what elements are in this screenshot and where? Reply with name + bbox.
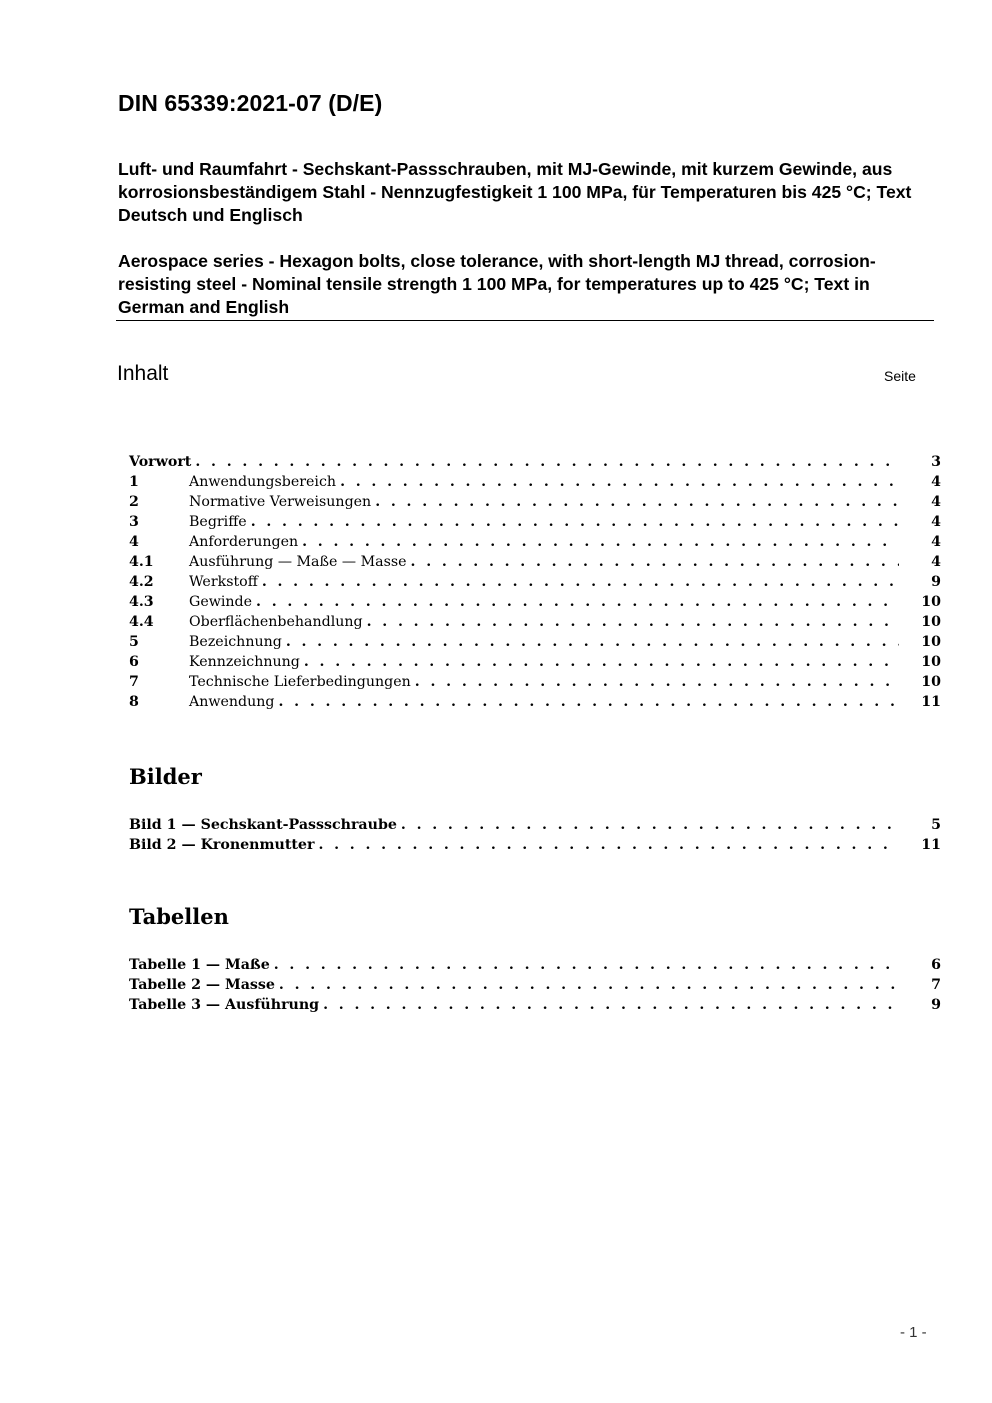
toc-entry-4[interactable] [129,532,941,552]
toc-leader-dots [279,975,899,995]
list-of-tables [129,955,941,1015]
toc-leader-dots [286,632,899,652]
toc-entry-4-1[interactable] [129,552,941,572]
page-column-label: Seite [884,368,916,384]
figure-entry-title: Bild 1 — Sechskant-Passschraube [129,817,397,833]
table-entry-title: Tabelle 2 — Masse [129,977,275,993]
toc-entry-3[interactable] [129,512,941,532]
toc-leader-dots [262,572,899,592]
toc-entry-page: 4 [931,514,941,530]
toc-entry-4-3[interactable] [129,592,941,612]
page-number: - 1 - [900,1324,927,1341]
toc-entry-number: 4.2 [129,574,154,590]
toc-leader-dots [302,532,899,552]
toc-entry-4-4[interactable] [129,612,941,632]
tables-heading: Tabellen [129,904,229,929]
toc-entry-page: 9 [931,574,941,590]
toc-entry-page: 10 [921,634,941,650]
toc-leader-dots [251,512,899,532]
toc-entry-number: 1 [129,474,139,490]
toc-entry-title: Anwendung [189,694,275,710]
toc-entry-page: 10 [921,674,941,690]
table-entry-2[interactable] [129,975,941,995]
list-of-figures [129,815,941,855]
toc-entry-page: 4 [931,554,941,570]
toc-entry-number: 5 [129,634,139,650]
toc-entry-title: Gewinde [189,594,253,610]
toc-entry-page: 11 [921,694,941,710]
toc-entry-title: Begriffe [189,514,247,530]
toc-leader-dots [274,955,899,975]
toc-entry-2[interactable] [129,492,941,512]
table-entry-page: 9 [931,997,941,1013]
toc-entry-title: Werkstoff [189,574,258,590]
table-entry-title: Tabelle 1 — Maße [129,957,270,973]
toc-entry-page: 4 [931,474,941,490]
title-divider [116,320,934,321]
toc-leader-dots [375,492,899,512]
toc-entry-number: 7 [129,674,139,690]
toc-leader-dots [279,692,900,712]
toc-entry-page: 4 [931,494,941,510]
toc-entry-title: Kennzeichnung [189,654,300,670]
table-entry-3[interactable] [129,995,941,1015]
table-entry-1[interactable] [129,955,941,975]
toc-leader-dots [367,612,899,632]
toc-entry-number: 4.4 [129,614,154,630]
toc-entry-page: 10 [921,654,941,670]
toc-entry-page: 10 [921,614,941,630]
toc-entry-4-2[interactable] [129,572,941,592]
table-of-contents [129,452,941,712]
toc-entry-number: 8 [129,694,139,710]
toc-entry-title: Oberflächenbehandlung [189,614,363,630]
toc-entry-6[interactable] [129,652,941,672]
toc-leader-dots [323,995,899,1015]
figure-entry-2[interactable] [129,835,941,855]
toc-entry-number: Vorwort [129,454,192,470]
toc-entry-1[interactable] [129,472,941,492]
toc-entry-title: Ausführung — Maße — Masse [189,554,407,570]
toc-entry-number: 4 [129,534,139,550]
toc-leader-dots [415,672,899,692]
contents-heading: Inhalt [117,362,169,385]
toc-entry-number: 6 [129,654,139,670]
figure-entry-1[interactable] [129,815,941,835]
table-entry-page: 7 [931,977,941,993]
toc-leader-dots [318,835,899,855]
toc-entry-number: 4.3 [129,594,154,610]
toc-entry-title: Anforderungen [189,534,299,550]
toc-entry-title: Anwendungsbereich [189,474,337,490]
toc-leader-dots [411,552,899,572]
toc-entry-page: 3 [931,454,941,470]
toc-entry-7[interactable] [129,672,941,692]
toc-leader-dots [256,592,899,612]
subtitle-german: Luft- und Raumfahrt - Sechskant-Passschrauben, mit MJ-Gewinde, mit kurzem Gewinde, aus korrosionsbeständigem Stahl - Nennzugfestigkeit 1 100 MPa, für Temperaturen bis 425 °C; Text Deutsch und Englisch [118,159,912,225]
toc-entry-title: Technische Lieferbedingungen [189,674,411,690]
toc-entry-5[interactable] [129,632,941,652]
figures-heading: Bilder [129,764,202,789]
table-entry-title: Tabelle 3 — Ausführung [129,997,320,1013]
toc-entry-number: 3 [129,514,139,530]
toc-entry-8[interactable] [129,692,941,712]
document-title: DIN 65339:2021-07 (D/E) [118,90,383,116]
toc-leader-dots [195,452,899,472]
figure-entry-title: Bild 2 — Kronenmutter [129,837,315,853]
subtitle-english: Aerospace series - Hexagon bolts, close tolerance, with short-length MJ thread, corrosion-resisting steel - Nominal tensile strength 1 100 MPa, for temperatures up to 425 °C; Text in German and English [118,251,876,317]
table-entry-page: 6 [931,957,941,973]
toc-leader-dots [340,472,899,492]
toc-entry-number: 4.1 [129,554,154,570]
toc-leader-dots [304,652,899,672]
toc-entry-vorwort[interactable] [129,452,941,472]
figure-entry-page: 11 [921,837,941,853]
toc-entry-number: 2 [129,494,139,510]
toc-entry-title: Bezeichnung [189,634,282,650]
toc-leader-dots [401,815,899,835]
toc-entry-page: 4 [931,534,941,550]
toc-entry-page: 10 [921,594,941,610]
toc-entry-title: Normative Verweisungen [189,494,372,510]
figure-entry-page: 5 [931,817,941,833]
